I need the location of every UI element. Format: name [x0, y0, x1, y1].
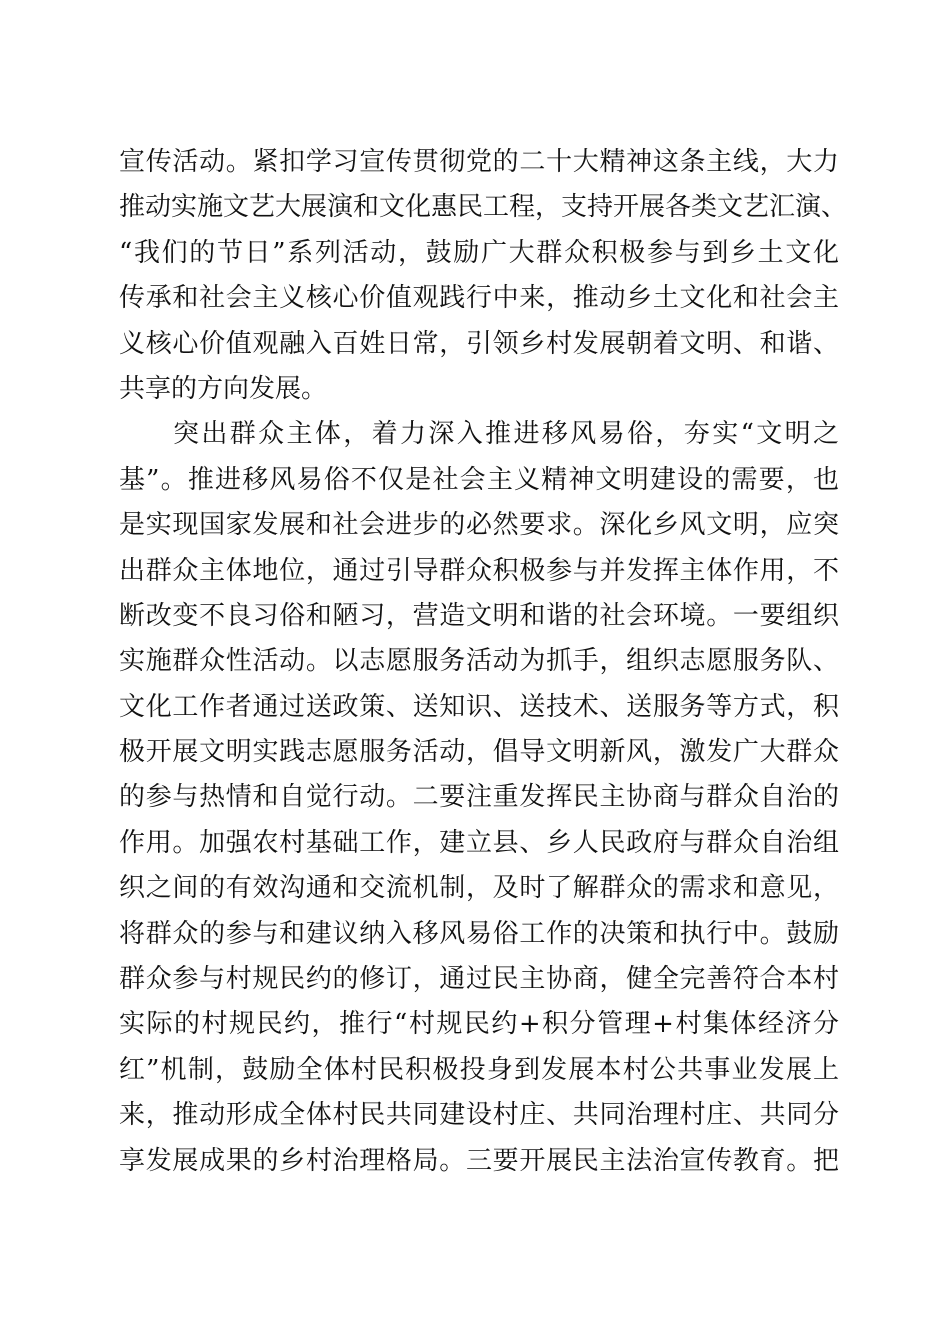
paragraph-line: 的参与热情和自觉行动。二要注重发挥民主协商与群众自治的 [119, 782, 839, 813]
paragraph-line: 突出群众主体，着力深入推进移风易俗，夯实“文明之 [173, 419, 839, 450]
paragraph-line: 实施群众性活动。以志愿服务活动为抓手，组织志愿服务队、 [119, 646, 839, 677]
paragraph-line: 共享的方向发展。 [119, 373, 328, 404]
document-body [119, 140, 848, 1184]
paragraph-2 [119, 412, 839, 1184]
paragraph-line: 义核心价值观融入百姓日常，引领乡村发展朝着文明、和谐、 [119, 328, 839, 359]
paragraph-line: 实际的村规民约，推行“村规民约+积分管理+村集体经济分 [119, 1009, 839, 1040]
paragraph-line: 传承和社会主义核心价值观践行中来，推动乡土文化和社会主 [119, 283, 839, 314]
paragraph-line: “我们的节日”系列活动，鼓励广大群众积极参与到乡土文化 [119, 237, 839, 268]
paragraph-line: 来，推动形成全体村民共同建设村庄、共同治理村庄、共同分 [119, 1100, 839, 1131]
paragraph-line: 文化工作者通过送政策、送知识、送技术、送服务等方式，积 [119, 691, 839, 722]
paragraph-line: 基”。推进移风易俗不仅是社会主义精神文明建设的需要，也 [119, 464, 839, 495]
paragraph-line: 极开展文明实践志愿服务活动，倡导文明新风，激发广大群众 [119, 737, 839, 768]
paragraph-line: 织之间的有效沟通和交流机制，及时了解群众的需求和意见， [119, 873, 839, 904]
paragraph-1 [119, 140, 848, 412]
paragraph-line: 享发展成果的乡村治理格局。三要开展民主法治宣传教育。把 [119, 1145, 839, 1176]
paragraph-line: 出群众主体地位，通过引导群众积极参与并发挥主体作用，不 [119, 555, 839, 586]
paragraph-line: 作用。加强农村基础工作，建立县、乡人民政府与群众自治组 [119, 827, 839, 858]
paragraph-line: 推动实施文艺大展演和文化惠民工程，支持开展各类文艺汇演、 [119, 192, 848, 223]
paragraph-line: 将群众的参与和建议纳入移风易俗工作的决策和执行中。鼓励 [119, 918, 839, 949]
paragraph-line: 宣传活动。紧扣学习宣传贯彻党的二十大精神这条主线，大力 [119, 147, 839, 177]
paragraph-line: 是实现国家发展和社会进步的必然要求。深化乡风文明，应突 [119, 510, 839, 541]
paragraph-line: 断改变不良习俗和陋习，营造文明和谐的社会环境。一要组织 [119, 600, 839, 631]
paragraph-line: 群众参与村规民约的修订，通过民主协商，健全完善符合本村 [119, 964, 839, 995]
paragraph-line: 红”机制，鼓励全体村民积极投身到发展本村公共事业发展上 [119, 1054, 839, 1085]
